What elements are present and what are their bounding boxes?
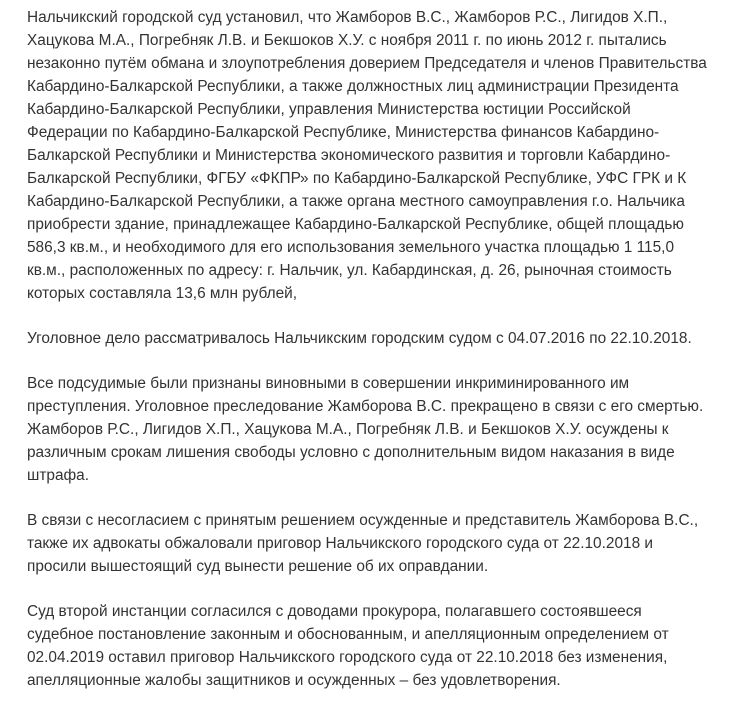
text-line: Хацукова М.А., Погребняк Л.В. и Бекшоков Х.У. с ноября 2011 г. по июнь 2012 г. пытались — [27, 32, 667, 49]
text-line: 586,3 кв.м., и необходимого для его использования земельного участка площадью 1 115,0 — [27, 239, 675, 256]
text-line: различным срокам лишения свободы условно с дополнительным видом наказания в виде — [27, 444, 675, 461]
text-line: Кабардино-Балкарской Республики, управления Министерства юстиции Российской — [27, 101, 631, 118]
paragraph-case-dates — [27, 327, 727, 350]
article-body — [27, 0, 727, 714]
text-line: Жамборов Р.С., Лигидов Х.П., Хацукова М.А., Погребняк Л.В. и Бекшоков Х.У. осуждены к — [27, 421, 669, 438]
text-line: Все подсудимые были признаны виновными в совершении инкриминированного им — [27, 375, 630, 392]
text-line: 02.04.2019 оставил приговор Нальчикского городского суда от 22.10.2018 без изменения, — [27, 649, 668, 666]
text-line: штрафа. — [27, 467, 90, 484]
text-line: кв.м., расположенных по адресу: г. Нальчик, ул. Кабардинская, д. 26, рыночная стоимость — [27, 262, 672, 279]
text-line: Балкарской Республики, ФГБУ «ФКПР» по Кабардино-Балкарской Республике, УФС ГРК и К — [27, 170, 687, 187]
text-line: Уголовное дело рассматривалось Нальчикским городским судом с 04.07.2016 по 22.10.2018. — [27, 330, 692, 347]
text-line: также их адвокаты обжаловали приговор Нальчикского городского суда от 22.10.2018 и — [27, 535, 654, 552]
paragraph-appeal — [27, 509, 727, 578]
text-line: судебное постановление законным и обоснованным, и апелляционным определением от — [27, 626, 669, 643]
text-line: просили вышестоящий суд вынести решение об их оправдании. — [27, 558, 489, 575]
text-line: которых составляла 13,6 млн рублей, — [27, 285, 298, 302]
text-line: Федерации по Кабардино-Балкарской Республике, Министерства финансов Кабардино- — [27, 124, 660, 141]
paragraph-court-findings — [27, 6, 727, 305]
text-line: Балкарской Республики и Министерства экономического развития и торговли Кабардино- — [27, 147, 671, 164]
text-line: приобрести здание, принадлежащее Кабардино-Балкарской Республике, общей площадью — [27, 216, 684, 233]
text-line: Кабардино-Балкарской Республики, а также должностных лиц администрации Президента — [27, 78, 679, 95]
text-line: Суд второй инстанции согласился с доводами прокурора, полагавшего состоявшееся — [27, 603, 642, 620]
text-line: Кабардино-Балкарской Республики, а также органа местного самоуправления г.о. Нальчика — [27, 193, 685, 210]
paragraph-second-instance — [27, 600, 727, 692]
text-line: незаконно путём обмана и злоупотребления доверием Председателя и членов Правительства — [27, 55, 707, 72]
text-line: апелляционные жалобы защитников и осужденных – без удовлетворения. — [27, 672, 561, 689]
paragraph-verdict — [27, 372, 727, 487]
text-line: В связи с несогласием с принятым решением осужденные и представитель Жамборова В.С., — [27, 512, 699, 529]
text-line: Нальчикский городской суд установил, что Жамборов В.С., Жамборов Р.С., Лигидов Х.П., — [27, 9, 668, 26]
text-line: преступления. Уголовное преследование Жамборова В.С. прекращено в связи с его смертью. — [27, 398, 704, 415]
